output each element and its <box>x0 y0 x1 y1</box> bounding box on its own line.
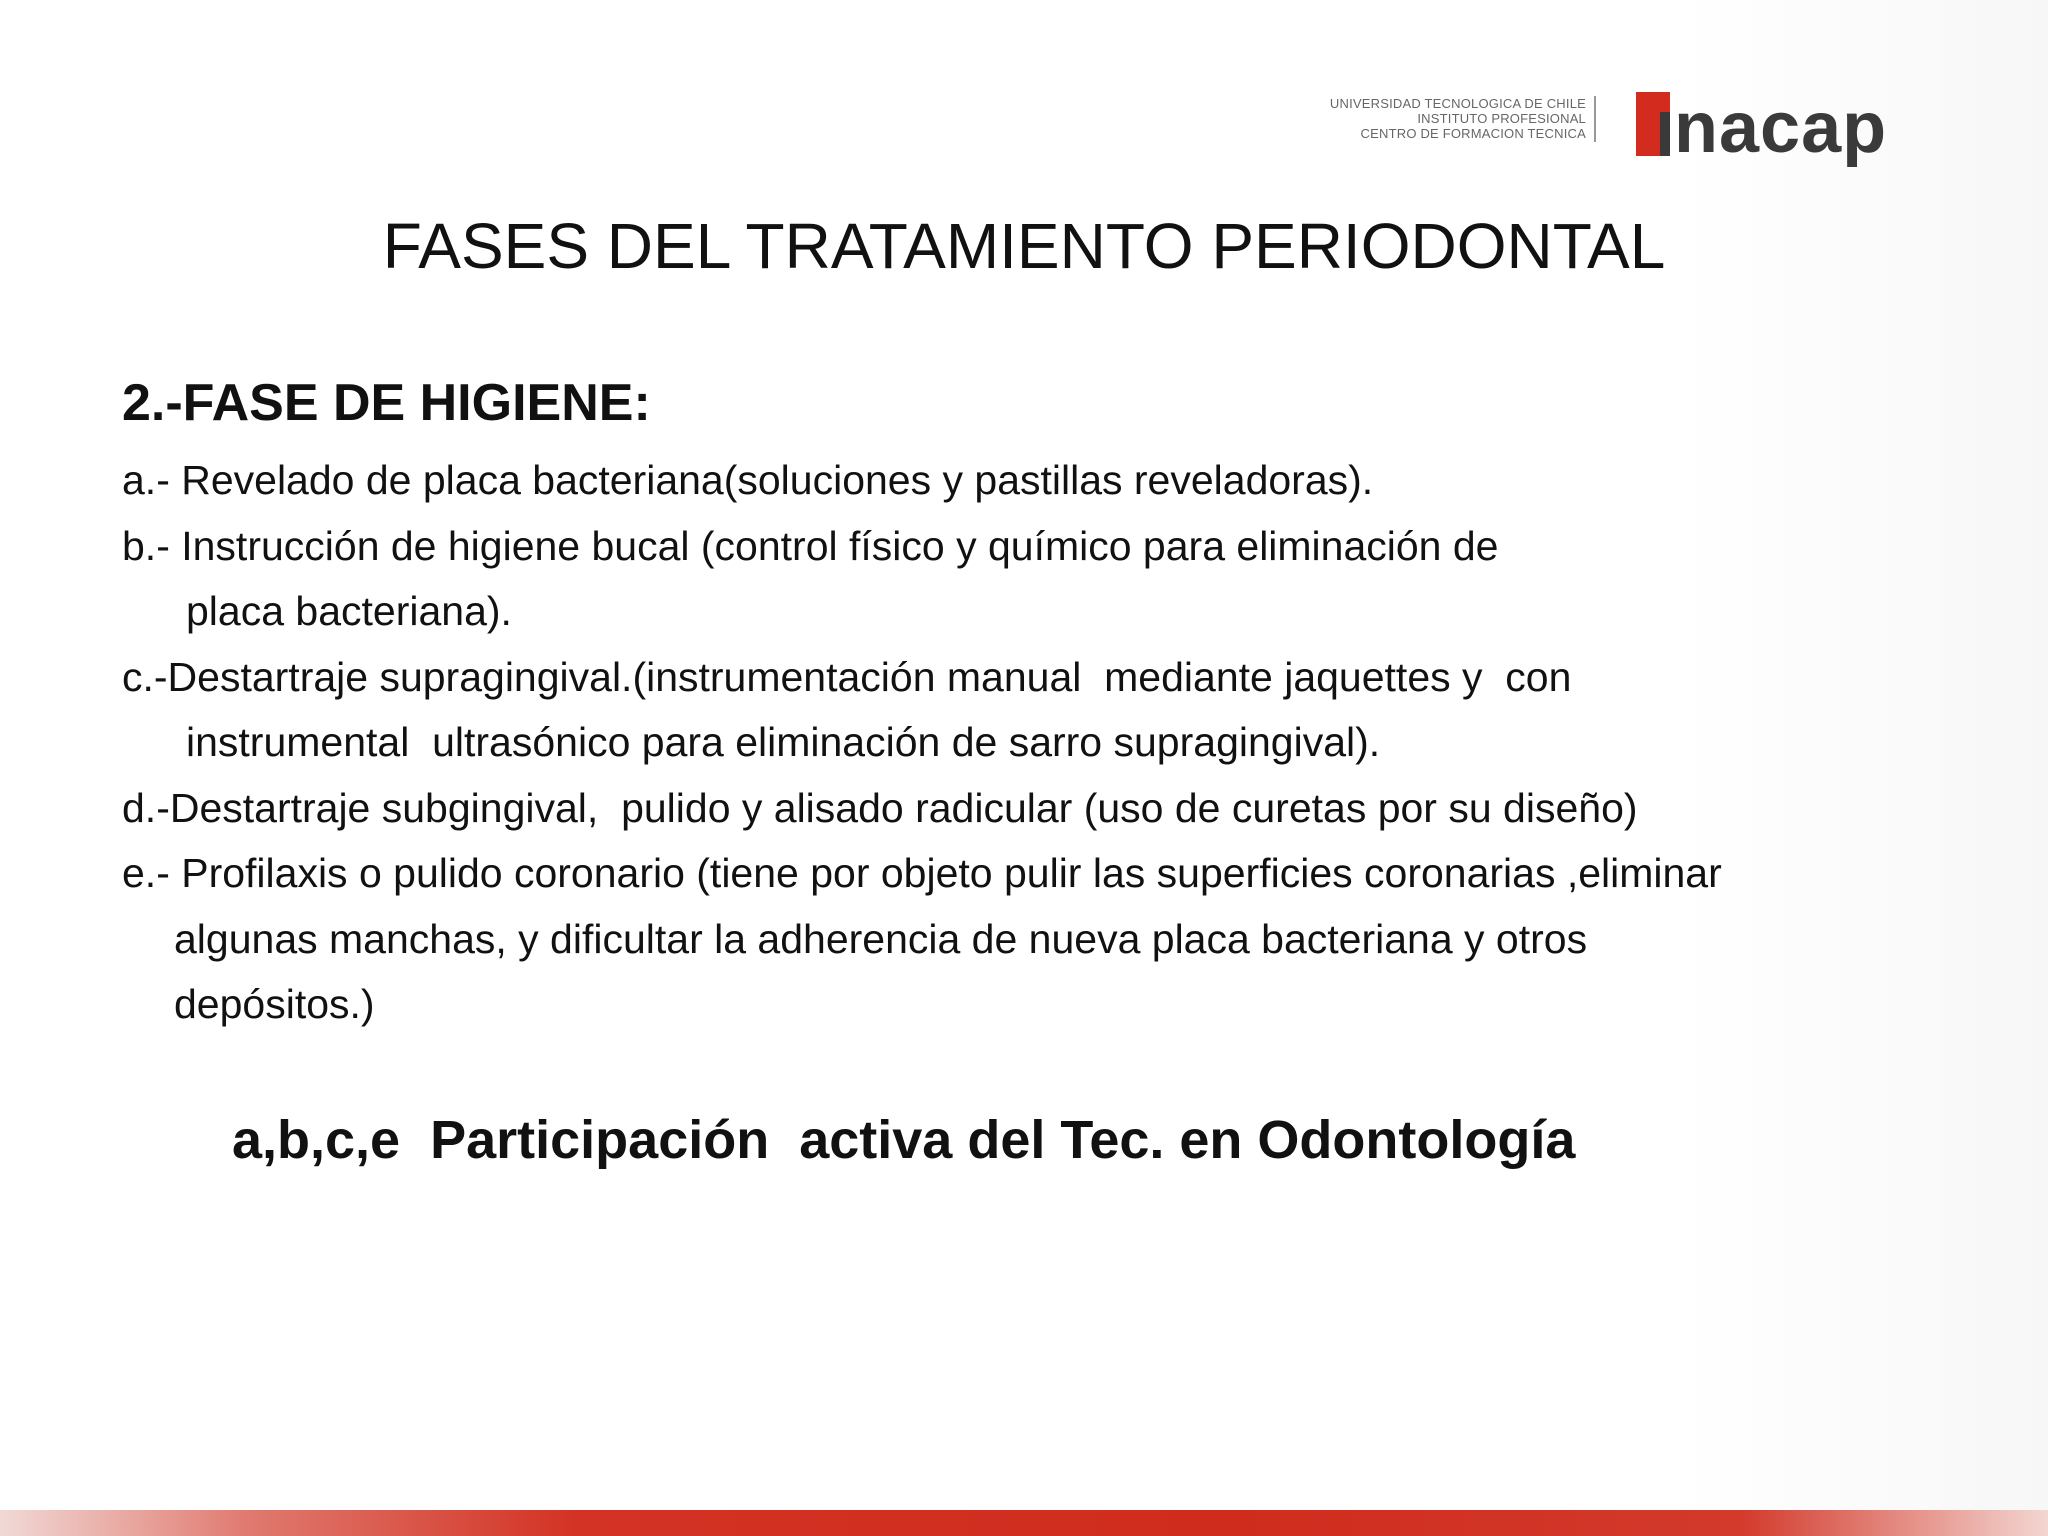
logo-mark-icon <box>1636 92 1670 156</box>
logo-institution-lines <box>1330 96 1586 141</box>
phase-item-list <box>122 448 2002 1038</box>
footer-bar <box>0 1510 2048 1536</box>
logo-line-university: UNIVERSIDAD TECNOLOGICA DE CHILE <box>1329 96 1586 111</box>
inacap-logo <box>1258 88 1938 168</box>
participation-note: a,b,c,e Participación activa del Tec. en Odontología <box>232 1110 1576 1170</box>
logo-line-institute: INSTITUTO PROFESIONAL <box>1417 111 1586 126</box>
list-item: a.- Revelado de placa bacteriana(soluciones y pastillas reveladoras). <box>122 457 1374 503</box>
list-item: e.- Profilaxis o pulido coronario (tiene por objeto pulir las superficies coronarias ,eliminar <box>122 850 1722 896</box>
list-item-continuation: instrumental ultrasónico para eliminación de sarro supragingival). <box>186 719 1381 765</box>
slide-title: FASES DEL TRATAMIENTO PERIODONTAL <box>382 210 1666 282</box>
list-item-continuation: placa bacteriana). <box>186 588 512 634</box>
logo-separator <box>1594 96 1596 142</box>
list-item-continuation: depósitos.) <box>174 981 375 1027</box>
list-item: c.-Destartraje supragingival.(instrumentación manual mediante jaquettes y con <box>122 653 1572 700</box>
list-item-continuation: algunas manchas, y dificultar la adherencia de nueva placa bacteriana y otros <box>174 915 1588 962</box>
section-heading: 2.-FASE DE HIGIENE: <box>122 374 651 432</box>
logo-line-center: CENTRO DE FORMACION TECNICA <box>1360 126 1586 141</box>
logo-wordmark: nacap <box>1674 88 1888 168</box>
list-item: d.-Destartraje subgingival, pulido y alisado radicular (uso de curetas por su diseño) <box>122 784 1638 831</box>
list-item: b.- Instrucción de higiene bucal (control físico y químico para eliminación de <box>122 522 1499 569</box>
